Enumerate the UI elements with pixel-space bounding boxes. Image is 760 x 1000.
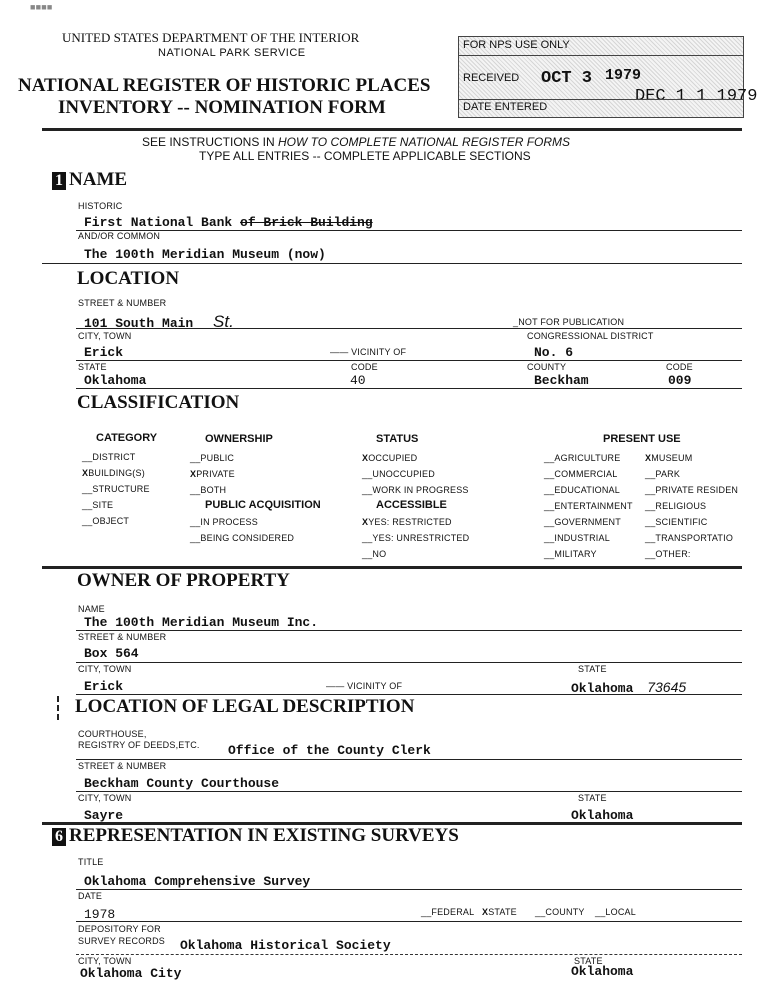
- form-title-line2: INVENTORY -- NOMINATION FORM: [58, 97, 386, 118]
- category-district[interactable]: __DISTRICT: [82, 452, 136, 462]
- survey-county[interactable]: __COUNTY: [535, 907, 585, 917]
- survey-local[interactable]: __LOCAL: [595, 907, 636, 917]
- county-field[interactable]: Beckham: [534, 373, 589, 388]
- use-military[interactable]: __MILITARY: [544, 549, 597, 559]
- received-label: RECEIVED: [463, 72, 520, 84]
- section-name-heading: 1 NAME: [52, 169, 127, 191]
- acq-being-considered[interactable]: __BEING CONSIDERED: [190, 533, 295, 543]
- owner-street-label: STREET & NUMBER: [78, 632, 167, 642]
- present-use-title: PRESENT USE: [603, 433, 681, 445]
- survey-city-field[interactable]: Oklahoma City: [80, 966, 182, 981]
- use-park[interactable]: __PARK: [645, 469, 681, 479]
- use-museum[interactable]: XMUSEUM: [645, 453, 693, 463]
- city-field[interactable]: Erick: [84, 345, 124, 360]
- use-scientific[interactable]: __SCIENTIFIC: [645, 517, 708, 527]
- service-name: NATIONAL PARK SERVICE: [158, 47, 306, 59]
- status-unoccupied[interactable]: __UNOCCUPIED: [362, 469, 435, 479]
- code-label: CODE: [351, 362, 378, 372]
- use-industrial[interactable]: __INDUSTRIAL: [544, 533, 610, 543]
- congressional-field[interactable]: No. 6: [534, 345, 574, 360]
- category-site[interactable]: __SITE: [82, 500, 114, 510]
- accessible-no[interactable]: __NO: [362, 549, 387, 559]
- not-for-publication[interactable]: _NOT FOR PUBLICATION: [513, 317, 625, 327]
- common-label: AND/OR COMMON: [78, 231, 161, 241]
- owner-city-label: CITY, TOWN: [78, 664, 132, 674]
- legal-street-field[interactable]: Beckham County Courthouse: [84, 776, 280, 791]
- street-label: STREET & NUMBER: [78, 298, 167, 308]
- nps-use-box: [458, 36, 758, 118]
- county-label: COUNTY: [527, 362, 567, 372]
- use-religious[interactable]: __RELIGIOUS: [645, 501, 707, 511]
- survey-city-label: CITY, TOWN: [78, 956, 132, 966]
- accessible-title: ACCESSIBLE: [376, 499, 447, 511]
- owner-state-field[interactable]: Oklahoma 73645: [571, 679, 687, 696]
- form-title-line1: NATIONAL REGISTER OF HISTORIC PLACES: [18, 75, 431, 96]
- state-field[interactable]: Oklahoma: [84, 373, 147, 388]
- legal-state-label: STATE: [578, 793, 607, 803]
- legal-margin-mark: [57, 696, 59, 720]
- survey-title-label: TITLE: [78, 857, 104, 867]
- survey-state[interactable]: XSTATE: [482, 907, 517, 917]
- congressional-label: CONGRESSIONAL DISTRICT: [527, 331, 654, 341]
- category-structure[interactable]: __STRUCTURE: [82, 484, 150, 494]
- depository-field[interactable]: Oklahoma Historical Society: [180, 938, 391, 953]
- section-number-1: 1: [52, 172, 66, 190]
- survey-date-label: DATE: [78, 891, 103, 901]
- section-owner-heading: OWNER OF PROPERTY: [77, 570, 290, 591]
- owner-street-field[interactable]: Box 564: [84, 646, 139, 661]
- section-location-heading: LOCATION: [77, 268, 180, 289]
- use-transportation[interactable]: __TRANSPORTATIO: [645, 533, 734, 543]
- section-surveys-heading: 6 REPRESENTATION IN EXISTING SURVEYS: [52, 825, 459, 847]
- form-corner-code: ■■■■: [30, 2, 53, 12]
- use-private-residence[interactable]: __PRIVATE RESIDEN: [645, 485, 739, 495]
- category-title: CATEGORY: [96, 432, 158, 444]
- owner-vicinity-label: —— VICINITY OF: [326, 681, 403, 691]
- state-code-field[interactable]: 40: [350, 373, 366, 388]
- vicinity-label: —— VICINITY OF: [330, 347, 407, 357]
- courthouse-label2: REGISTRY OF DEEDS,ETC.: [78, 740, 200, 750]
- section-number-6: 6: [52, 828, 66, 846]
- use-educational[interactable]: __EDUCATIONAL: [544, 485, 620, 495]
- date-entered-label: DATE ENTERED: [463, 101, 548, 113]
- owner-state-label: STATE: [578, 664, 607, 674]
- instructions-line1: SEE INSTRUCTIONS IN HOW TO COMPLETE NATIONAL REGISTER FORMS: [142, 135, 571, 149]
- owner-name-field[interactable]: The 100th Meridian Museum Inc.: [84, 615, 319, 630]
- category-object[interactable]: __OBJECT: [82, 516, 130, 526]
- use-commercial[interactable]: __COMMERCIAL: [544, 469, 618, 479]
- depository-label1: DEPOSITORY FOR: [78, 924, 161, 934]
- survey-federal[interactable]: __FEDERAL: [421, 907, 475, 917]
- dept-name: UNITED STATES DEPARTMENT OF THE INTERIOR: [62, 30, 360, 45]
- survey-title-field[interactable]: Oklahoma Comprehensive Survey: [84, 874, 311, 889]
- city-label: CITY, TOWN: [78, 331, 132, 341]
- legal-street-label: STREET & NUMBER: [78, 761, 167, 771]
- ownership-title: OWNERSHIP: [205, 433, 273, 445]
- section-classification-heading: CLASSIFICATION: [77, 392, 240, 413]
- use-agriculture[interactable]: __AGRICULTURE: [544, 453, 621, 463]
- received-stamp: OCT 3: [541, 69, 593, 88]
- instructions-line2: TYPE ALL ENTRIES -- COMPLETE APPLICABLE SECTIONS: [199, 149, 531, 163]
- county-code-field[interactable]: 009: [668, 373, 692, 388]
- use-entertainment[interactable]: __ENTERTAINMENT: [544, 501, 633, 511]
- state-label: STATE: [78, 362, 107, 372]
- use-government[interactable]: __GOVERNMENT: [544, 517, 621, 527]
- courthouse-label1: COURTHOUSE,: [78, 729, 147, 739]
- accessible-unrestricted[interactable]: __YES: UNRESTRICTED: [362, 533, 470, 543]
- survey-state-label: STATE: [574, 956, 603, 966]
- nps-label: FOR NPS USE ONLY: [463, 39, 570, 51]
- survey-date-field[interactable]: 1978: [84, 907, 116, 922]
- legal-city-label: CITY, TOWN: [78, 793, 132, 803]
- owner-name-label: NAME: [78, 604, 105, 614]
- street-field[interactable]: 101 South Main St.: [84, 312, 234, 331]
- historic-label: HISTORIC: [78, 201, 123, 211]
- status-occupied[interactable]: XOCCUPIED: [362, 453, 418, 463]
- legal-city-field[interactable]: Sayre: [84, 808, 124, 823]
- status-work-in-progress[interactable]: __WORK IN PROGRESS: [362, 485, 469, 495]
- section-legal-heading: LOCATION OF LEGAL DESCRIPTION: [75, 696, 415, 717]
- legal-state-field[interactable]: Oklahoma: [571, 808, 634, 823]
- ownership-both[interactable]: __BOTH: [190, 485, 227, 495]
- ownership-public[interactable]: __PUBLIC: [190, 453, 235, 463]
- depository-label2: SURVEY RECORDS: [78, 936, 165, 946]
- public-acquisition-title: PUBLIC ACQUISITION: [205, 499, 321, 511]
- use-other[interactable]: __OTHER:: [645, 549, 691, 559]
- survey-state-field[interactable]: Oklahoma: [571, 964, 634, 979]
- date-entered-stamp: DEC 1 1 1979: [635, 87, 758, 106]
- category-building[interactable]: XBUILDING(S): [82, 468, 145, 478]
- owner-city-field[interactable]: Erick: [84, 679, 124, 694]
- historic-name-field[interactable]: First National Bank of Brick Building: [84, 215, 373, 230]
- common-name-field[interactable]: The 100th Meridian Museum (now): [84, 247, 326, 262]
- received-year: 1979: [605, 67, 642, 84]
- status-title: STATUS: [376, 433, 419, 445]
- accessible-restricted[interactable]: XYES: RESTRICTED: [362, 517, 452, 527]
- county-code-label: CODE: [666, 362, 693, 372]
- ownership-private[interactable]: XPRIVATE: [190, 469, 235, 479]
- courthouse-field[interactable]: Office of the County Clerk: [228, 743, 431, 758]
- acq-in-process[interactable]: __IN PROCESS: [190, 517, 258, 527]
